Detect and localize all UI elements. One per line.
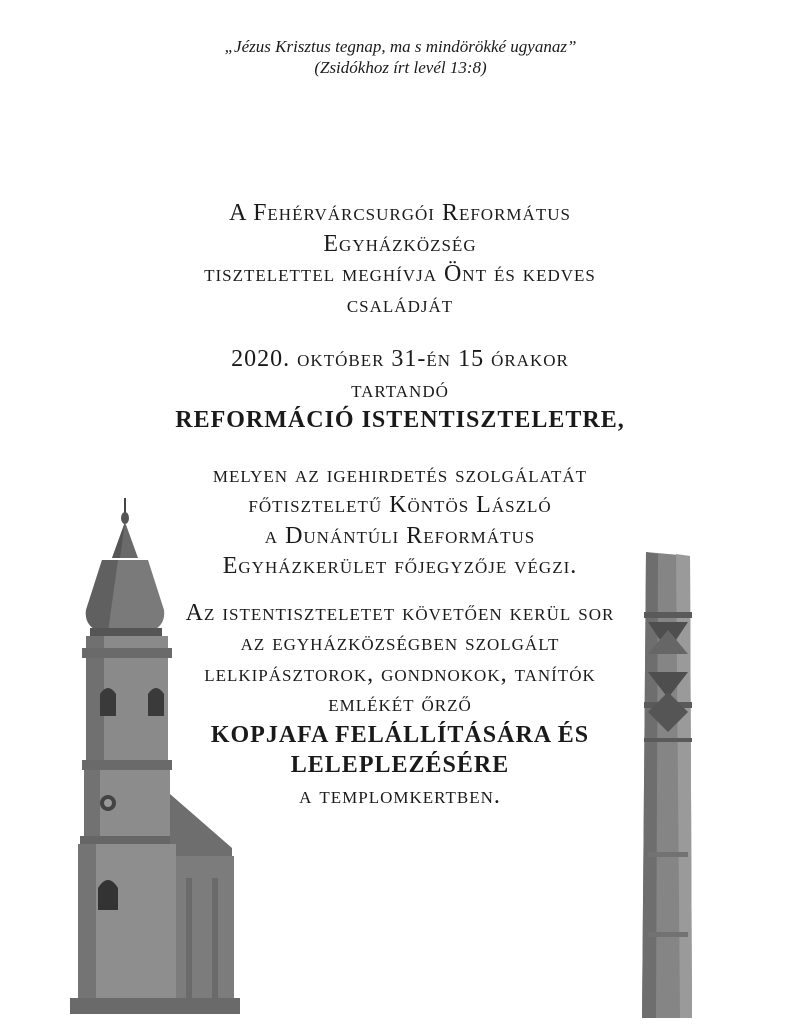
quote-source: (Zsidókhoz írt levél 13:8) [314, 58, 487, 77]
church-illustration [60, 498, 245, 1018]
memorial-line: emlékét őrző [328, 691, 472, 717]
preacher-line: főtiszteletű Köntös László [248, 492, 552, 518]
memorial-line: lelkipásztorok, gondnokok, tanítók [204, 660, 596, 687]
preacher-line: a Dunántúli Református [264, 522, 536, 549]
memorial-line: az egyházközségben szolgált [240, 630, 560, 656]
kopjafa-illustration [636, 552, 700, 1018]
invitation-line: tisztelettel meghívja Önt és kedves [204, 261, 596, 287]
closing-line: a templomkertben. [299, 782, 501, 809]
memorial-line: Az istentiszteletet követően kerül sor [185, 599, 615, 626]
invitation-line: A Fehérvárcsurgói Református [229, 200, 571, 226]
invitation-line: Egyházközség [323, 230, 477, 257]
quote-text: „Jézus Krisztus tegnap, ma s mindörökké ugyanaz” [224, 37, 577, 56]
date-line: tartandó [351, 376, 449, 403]
date-line: 2020. október 31-én 15 órakor [231, 346, 569, 372]
preacher-line: Egyházkerület főjegyzője végzi. [222, 553, 578, 579]
kopjafa-title: KOPJAFA FELÁLLÍTÁSÁRA ÉS [210, 721, 590, 748]
event-title: REFORMÁCIÓ ISTENTISZTELETRE, [175, 407, 625, 433]
kopjafa-title: LELEPLEZÉSÉRE [290, 752, 510, 778]
invitation-line: családját [346, 291, 454, 318]
bible-quote [0, 36, 801, 78]
preacher-line: melyen az igehirdetés szolgálatát [212, 461, 588, 488]
